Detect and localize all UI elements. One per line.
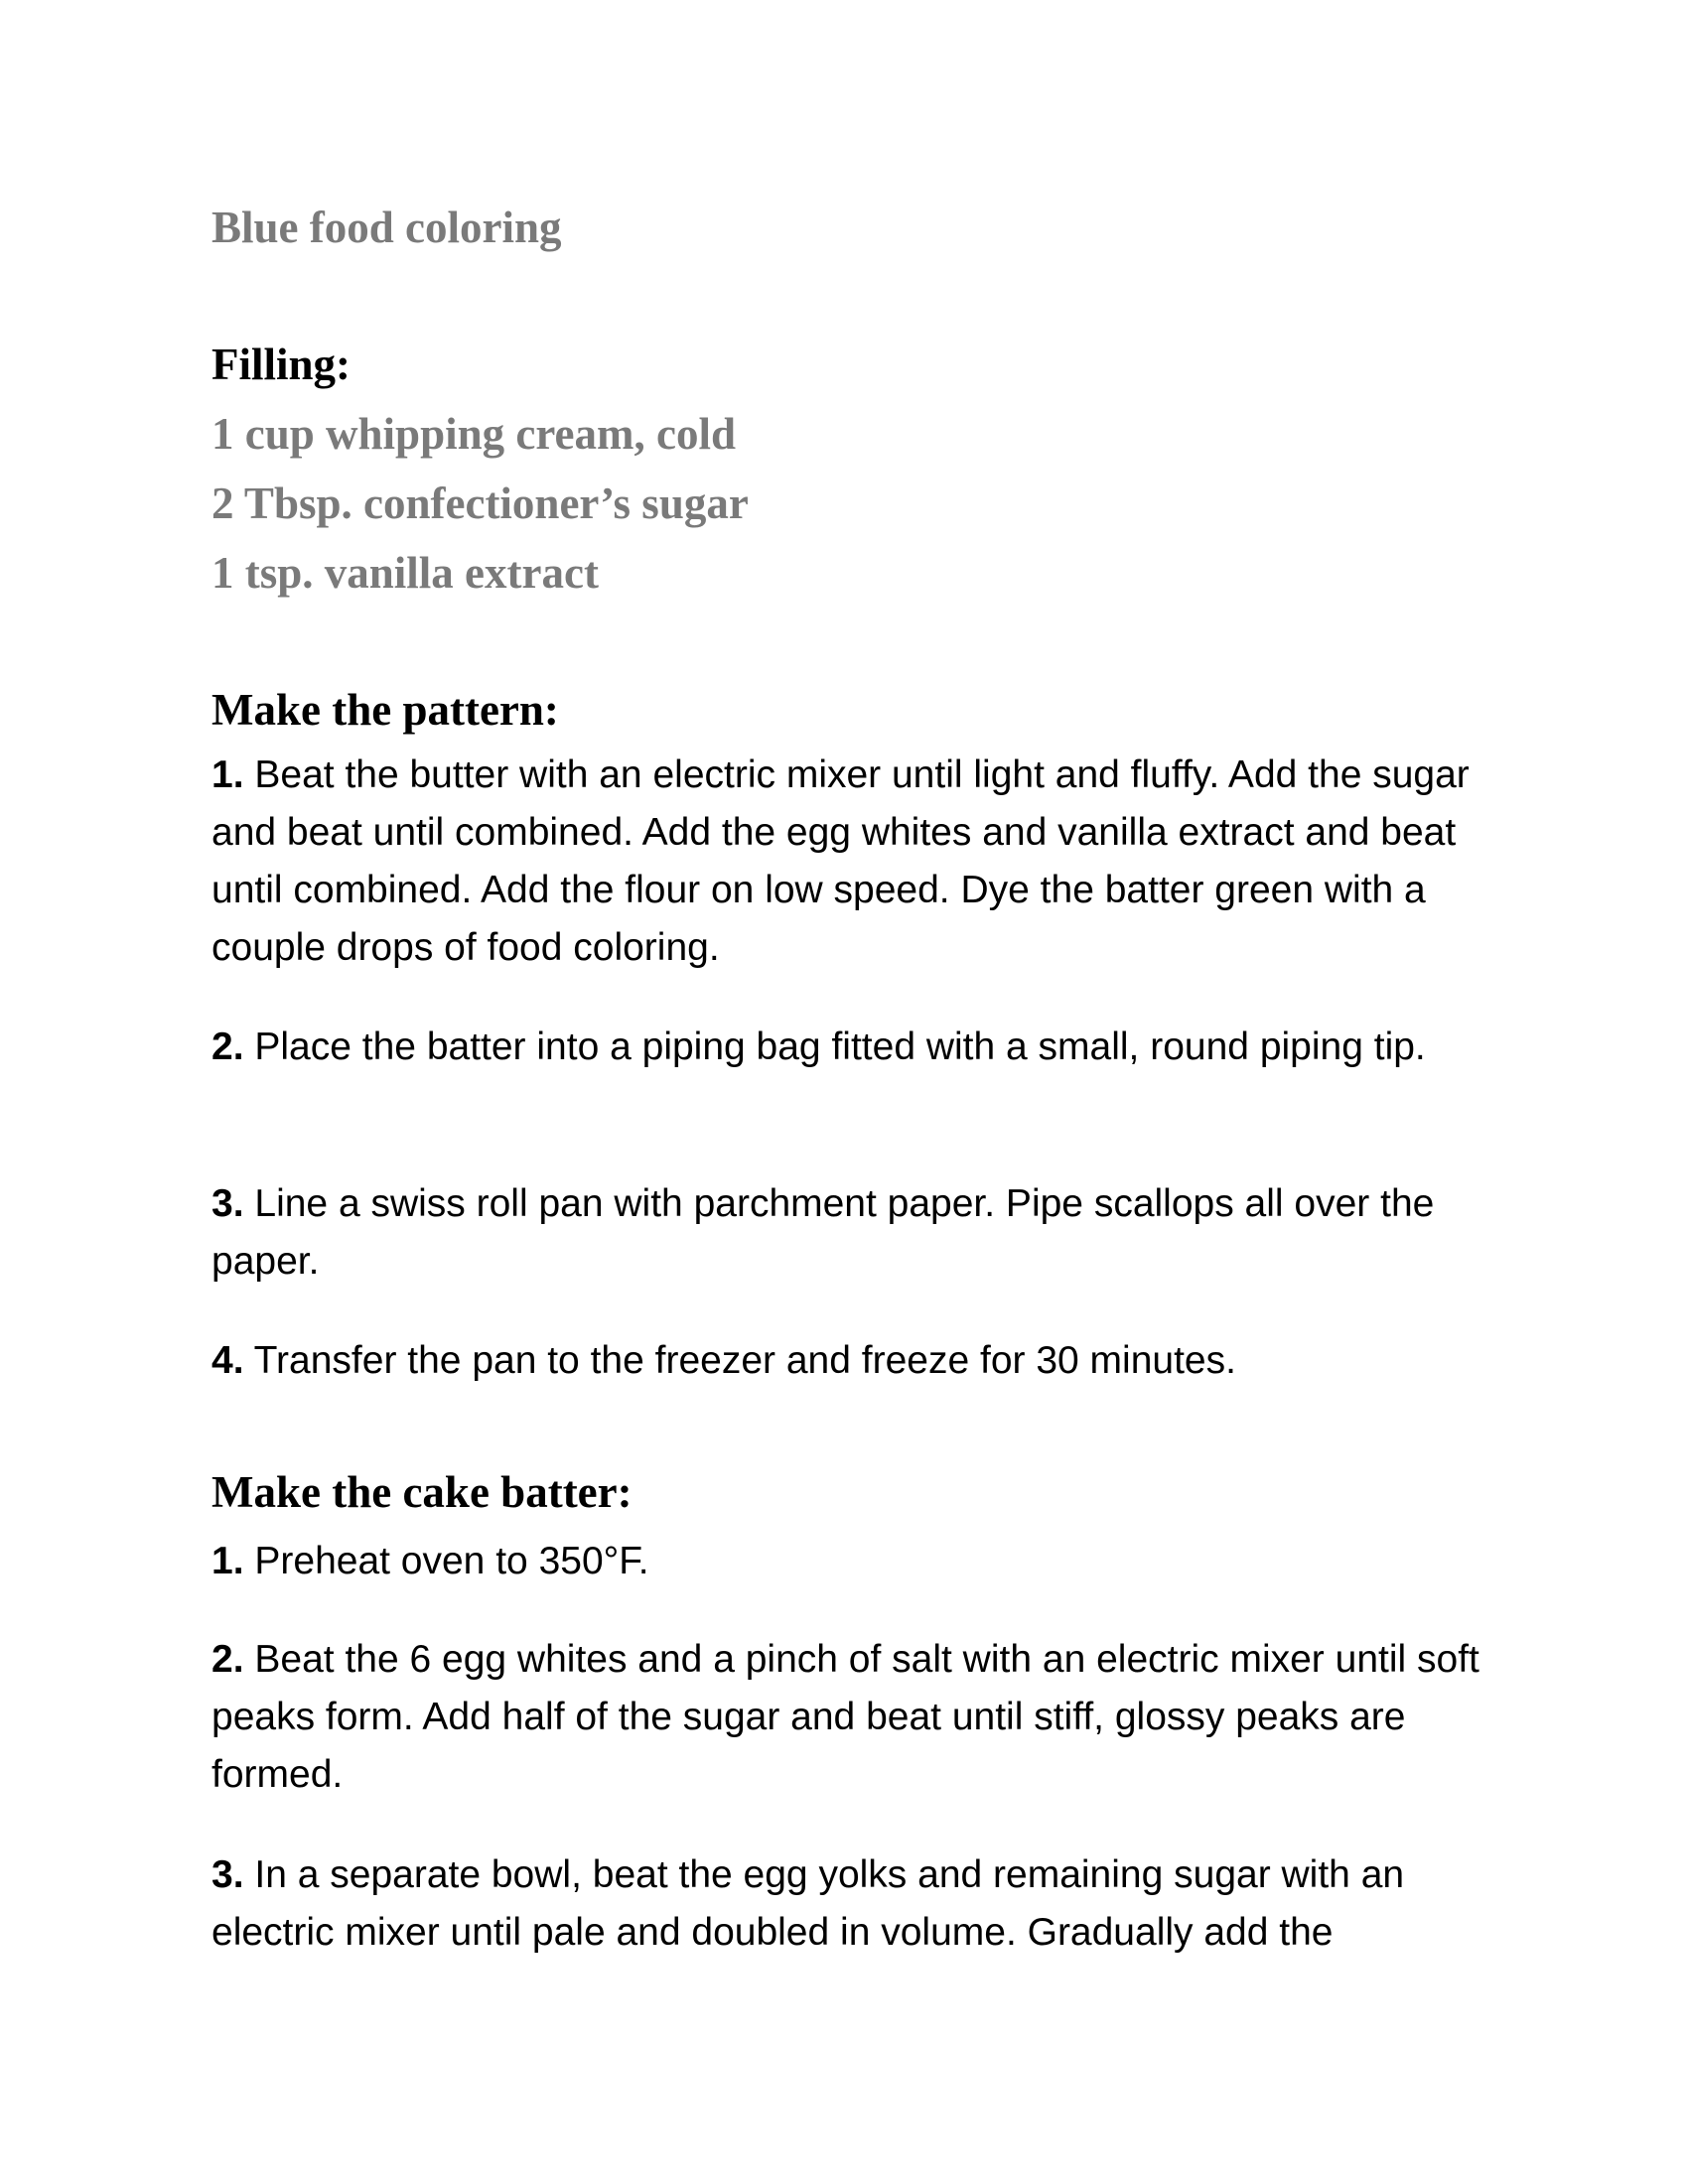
step-text: Beat the butter with an electric mixer until light and fluffy. Add the sugar and beat until combined. Add the egg whites and vanilla extract and beat until combined. Add the flour on low speed. Dye the batter green with a couple drops of food coloring.: [211, 753, 1470, 969]
pattern-step: [211, 1332, 1492, 1390]
cake-batter-heading: Make the cake batter:: [211, 1467, 633, 1517]
pattern-heading: Make the pattern:: [211, 685, 559, 735]
step-text: Preheat oven to 350°F.: [254, 1540, 649, 1582]
cake-batter-step: [211, 1533, 1492, 1590]
cake-batter-step: [211, 1846, 1492, 1962]
step-number: 2.: [211, 1025, 244, 1068]
step-text: Beat the 6 egg whites and a pinch of salt with an electric mixer until soft peaks form. Add half of the sugar and beat until stiff, glossy peaks are formed.: [211, 1638, 1479, 1796]
step-number: 3.: [211, 1182, 244, 1225]
filling-item: 2 Tbsp. confectioner’s sugar: [211, 478, 749, 528]
step-number: 4.: [211, 1339, 244, 1382]
pattern-step: [211, 747, 1492, 977]
pattern-step: [211, 1019, 1492, 1076]
step-text: Line a swiss roll pan with parchment paper. Pipe scallops all over the paper.: [211, 1182, 1435, 1283]
filling-item: 1 tsp. vanilla extract: [211, 548, 599, 598]
ingredient-blue-food-coloring: Blue food coloring: [211, 203, 562, 252]
cake-batter-step: [211, 1631, 1492, 1804]
step-number: 1.: [211, 1540, 244, 1582]
pattern-step: [211, 1175, 1492, 1291]
filling-item: 1 cup whipping cream, cold: [211, 409, 736, 459]
step-text: Transfer the pan to the freezer and freeze for 30 minutes.: [253, 1339, 1236, 1382]
filling-heading: Filling:: [211, 340, 352, 389]
step-text: Place the batter into a piping bag fitted with a small, round piping tip.: [254, 1025, 1426, 1068]
step-number: 3.: [211, 1853, 244, 1896]
step-number: 2.: [211, 1638, 244, 1681]
step-number: 1.: [211, 753, 244, 796]
step-text: In a separate bowl, beat the egg yolks and remaining sugar with an electric mixer until pale and doubled in volume. Gradually add the: [211, 1853, 1405, 1954]
